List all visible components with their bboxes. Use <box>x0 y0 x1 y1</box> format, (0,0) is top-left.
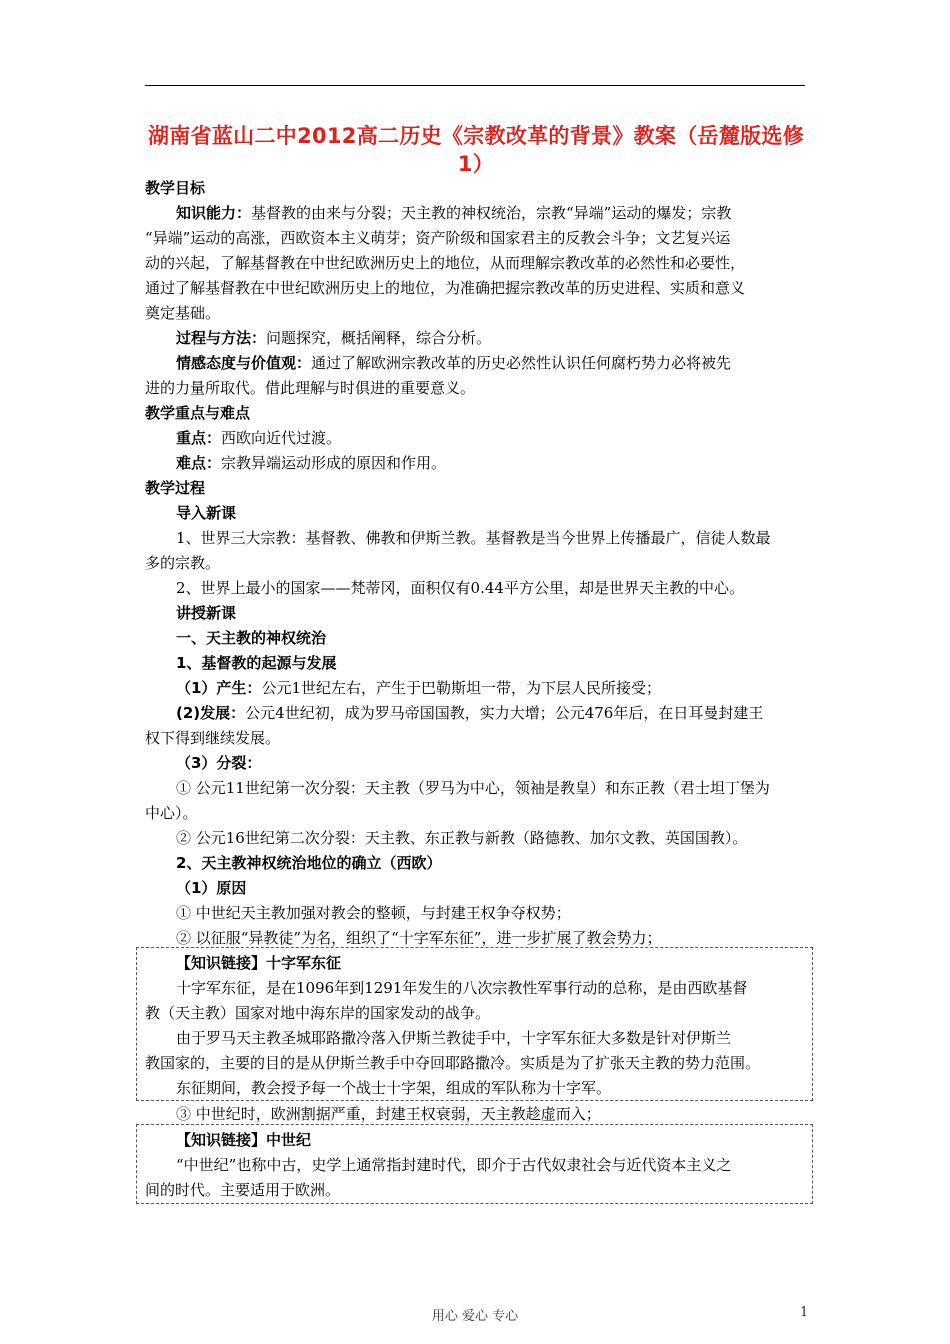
heading-keypoints: 教学重点与难点 <box>145 404 251 422</box>
cause-3: ③ 中世纪时，欧洲割据严重，封建王权衰弱，天主教趁虚而入； <box>176 1105 601 1123</box>
schism-label: （3）分裂： <box>176 754 262 772</box>
schism-2: ② 公元16世纪第二次分裂：天主教、东正教与新教（路德教、加尔文教、英国国教）。 <box>176 829 748 847</box>
schism-1-line-2: 中心）。 <box>145 804 198 822</box>
box2-line-2: 间的时代。主要适用于欧洲。 <box>145 1181 341 1199</box>
development-line-2: 权下得到继续发展。 <box>145 729 281 747</box>
knowledge-label: 知识能力： <box>176 204 252 222</box>
knowledge-line-1 <box>176 203 810 223</box>
development-text: 公元4世纪初，成为罗马帝国国教，实力大增；公元476年后，在日耳曼封建王 <box>245 704 764 722</box>
cause-heading: （1）原因 <box>176 879 247 897</box>
emotion-text: 通过了解欧洲宗教改革的历史必然性认识任何腐朽势力必将被先 <box>311 354 732 372</box>
intro-point-2: 2、世界上最小的国家——梵蒂冈，面积仅有0.44平方公里，却是世界天主教的中心。 <box>176 579 744 597</box>
box2-heading: 【知识链接】中世纪 <box>176 1131 312 1149</box>
footer-text: 用心 爱心 专心 <box>431 1309 519 1324</box>
process-label: 过程与方法： <box>176 329 267 347</box>
process-method-line <box>176 328 810 348</box>
difficulty-text: 宗教异端运动形成的原因和作用。 <box>221 454 447 472</box>
document-title: 湖南省蓝山二中2012高二历史《宗教改革的背景》教案（岳麓版选修1） <box>147 124 805 176</box>
heading-process: 教学过程 <box>145 479 206 497</box>
difficulty-line <box>176 453 810 473</box>
development-label: (2)发展： <box>176 704 246 722</box>
box1-heading: 【知识链接】十字军东征 <box>176 954 342 972</box>
key-text: 西欧向近代过渡。 <box>221 429 342 447</box>
key-label: 重点： <box>176 429 222 447</box>
origin-text: 公元1世纪左右，产生于巴勒斯坦一带，为下层人民所接受； <box>261 679 661 697</box>
subsection-1-heading: 1、基督教的起源与发展 <box>176 654 337 672</box>
knowledge-line-2: “异端”运动的高涨，西欧资本主义萌芽；资产阶级和国家君主的反教会斗争；文艺复兴运 <box>145 229 731 247</box>
intro-heading: 导入新课 <box>176 504 237 522</box>
intro-point-1-line-2: 多的宗教。 <box>145 554 221 572</box>
box1-line-1: 十字军东征，是在1096年到1291年发生的八次宗教性军事行动的总称，是由西欧基督 <box>176 979 748 997</box>
emotion-label: 情感态度与价值观： <box>176 354 312 372</box>
development-line-1 <box>176 703 810 723</box>
box2-line-1: “中世纪”也称中古，史学上通常指封建时代，即介于古代奴隶社会与近代资本主义之 <box>176 1156 732 1174</box>
key-point-line <box>176 428 810 448</box>
cause-1: ① 中世纪天主教加强对教会的整顿，与封建王权争夺权势； <box>176 904 571 922</box>
knowledge-line-3: 动的兴起，了解基督教在中世纪欧洲历史上的地位，从而理解宗教改革的必然性和必要性， <box>145 254 746 272</box>
heading-objectives: 教学目标 <box>145 179 206 197</box>
knowledge-line-4: 通过了解基督教在中世纪欧洲历史上的地位，为准确把握宗教改革的历史进程、实质和意义 <box>145 279 746 297</box>
box1-line-3: 由于罗马天主教圣城耶路撒冷落入伊斯兰教徒手中，十字军东征大多数是针对伊斯兰 <box>176 1029 732 1047</box>
box1-line-5: 东征期间，教会授予每一个战士十字架，组成的军队称为十字军。 <box>176 1079 612 1097</box>
box1-line-2: 教（天主教）国家对地中海东岸的国家发动的战争。 <box>145 1004 491 1022</box>
emotion-line-2: 进的力量所取代。借此理解与时俱进的重要意义。 <box>145 379 476 397</box>
intro-point-1-line-1: 1、世界三大宗教：基督教、佛教和伊斯兰教。基督教是当今世界上传播最广，信徒人数最 <box>176 529 771 547</box>
knowledge-line-5: 奠定基础。 <box>145 304 221 322</box>
subsection-2-heading: 2、天主教神权统治地位的确立（西欧） <box>176 854 442 872</box>
header-rule <box>145 85 805 86</box>
cause-2: ② 以征服“异教徒”为名，组织了“十字军东征”，进一步扩展了教会势力； <box>176 929 662 947</box>
page-number: 1 <box>800 1305 809 1320</box>
origin-label: （1）产生： <box>176 679 262 697</box>
lecture-heading: 讲授新课 <box>176 604 237 622</box>
difficulty-label: 难点： <box>176 454 222 472</box>
box1-line-4: 教国家的，主要的目的是从伊斯兰教手中夺回耶路撒冷。实质是为了扩张天主教的势力范围。 <box>145 1054 761 1072</box>
knowledge-text: 基督教的由来与分裂；天主教的神权统治，宗教“异端”运动的爆发；宗教 <box>251 204 732 222</box>
section-1-heading: 一、天主教的神权统治 <box>176 629 327 647</box>
schism-1-line-1: ① 公元11世纪第一次分裂：天主教（罗马为中心，领袖是教皇）和东正教（君士坦丁堡为 <box>176 779 770 797</box>
process-text: 问题探究，概括阐释，综合分析。 <box>266 329 492 347</box>
emotion-line-1 <box>176 353 810 373</box>
origin-line <box>176 678 810 698</box>
